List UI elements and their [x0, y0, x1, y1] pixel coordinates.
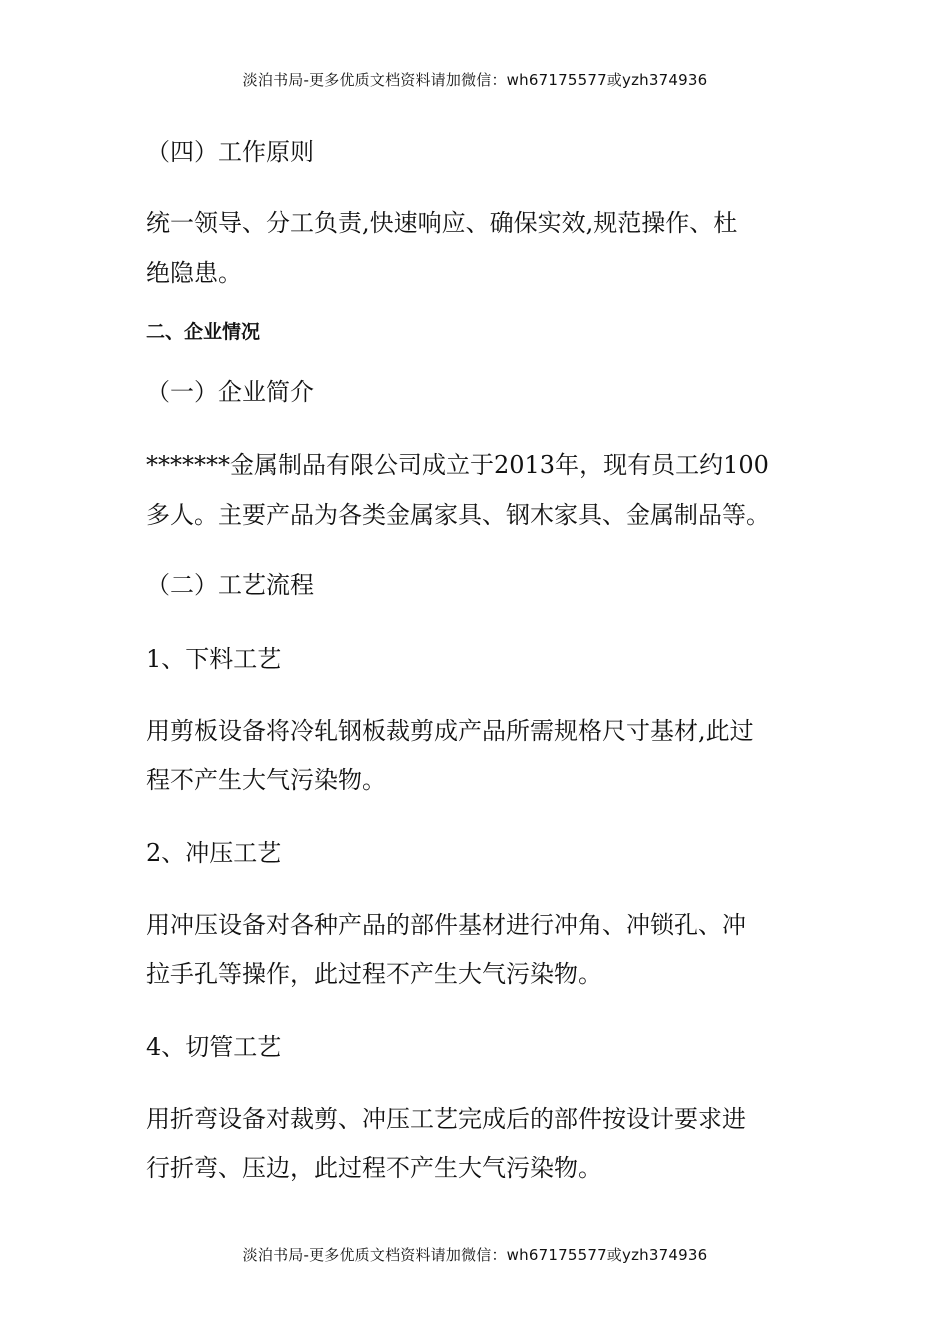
heading-process-flow: （二）工艺流程 — [146, 571, 314, 599]
heading-step-cutting: 1、下料工艺 — [146, 645, 282, 673]
paragraph-intro-line-1: *******金属制品有限公司成立于2013年，现有员工约100 — [146, 451, 769, 479]
paragraph-step-cutting-line-2: 程不产生大气污染物。 — [146, 766, 386, 794]
page-footer-watermark: 淡泊书局-更多优质文档资料请加微信：wh67175577或yzh374936 — [242, 1246, 708, 1264]
paragraph-principles-line-1: 统一领导、分工负责,快速响应、确保实效,规范操作、杜 — [146, 209, 738, 237]
paragraph-step-pipe-cutting-line-1: 用折弯设备对裁剪、冲压工艺完成后的部件按设计要求进 — [146, 1105, 746, 1133]
paragraph-step-cutting-line-1: 用剪板设备将冷轧钢板裁剪成产品所需规格尺寸基材,此过 — [146, 717, 754, 745]
paragraph-step-stamping-line-2: 拉手孔等操作，此过程不产生大气污染物。 — [146, 960, 602, 988]
paragraph-principles-line-2: 绝隐患。 — [146, 259, 242, 287]
heading-company-intro: （一）企业简介 — [146, 378, 314, 406]
paragraph-step-pipe-cutting-line-2: 行折弯、压边，此过程不产生大气污染物。 — [146, 1154, 602, 1182]
heading-step-stamping: 2、冲压工艺 — [146, 839, 282, 867]
heading-work-principles: （四）工作原则 — [146, 138, 314, 166]
page-header-watermark: 淡泊书局-更多优质文档资料请加微信：wh67175577或yzh374936 — [242, 71, 708, 89]
paragraph-intro-line-2: 多人。主要产品为各类金属家具、钢木家具、金属制品等。 — [146, 501, 770, 529]
heading-step-pipe-cutting: 4、切管工艺 — [146, 1033, 282, 1061]
heading-section-company-info: 二、企业情况 — [146, 321, 261, 343]
paragraph-step-stamping-line-1: 用冲压设备对各种产品的部件基材进行冲角、冲锁孔、冲 — [146, 911, 746, 939]
